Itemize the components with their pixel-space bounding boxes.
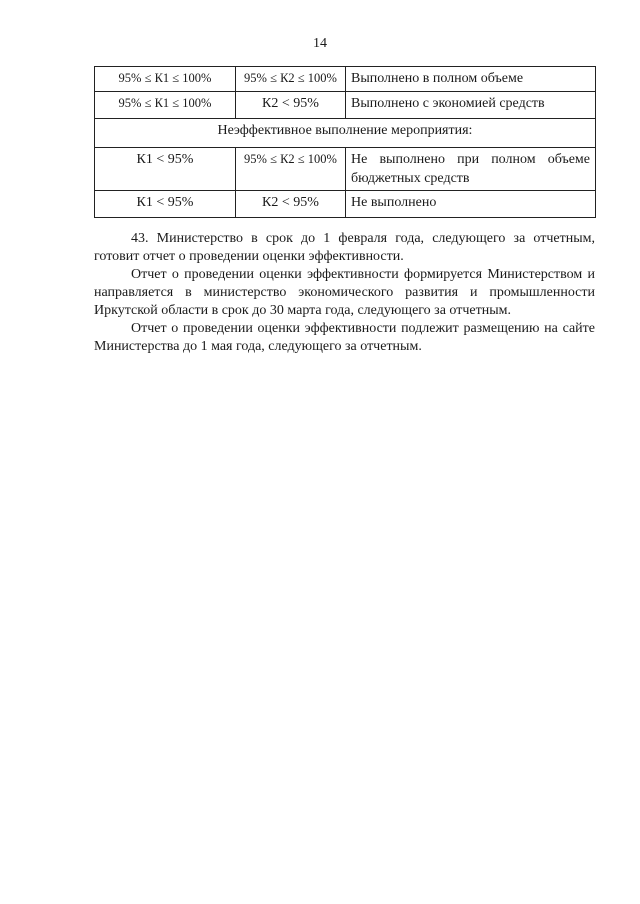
k1-cell: 95% ≤ К1 ≤ 100% xyxy=(95,67,236,92)
body-text xyxy=(94,230,595,356)
result-cell: Выполнено с экономией средств xyxy=(346,92,596,119)
k2-cell: 95% ≤ К2 ≤ 100% xyxy=(236,67,346,92)
result-cell: Не выполнено при полном объеме бюджетных средств xyxy=(346,148,596,191)
k2-cell: 95% ≤ К2 ≤ 100% xyxy=(236,148,346,191)
k1-cell: 95% ≤ К1 ≤ 100% xyxy=(95,92,236,119)
result-cell: Не выполнено xyxy=(346,191,596,218)
table-row xyxy=(95,148,596,191)
k2-cell: К2 < 95% xyxy=(236,92,346,119)
paragraph-43: 43. Министерство в срок до 1 февраля года, следующего за отчетным, готовит отчет о проведении оценки эффективности. xyxy=(94,231,595,264)
table-row xyxy=(95,92,596,119)
criteria-table xyxy=(94,66,596,218)
table-row xyxy=(95,191,596,218)
table-row xyxy=(95,67,596,92)
k1-cell: К1 < 95% xyxy=(95,148,236,191)
k1-cell: К1 < 95% xyxy=(95,191,236,218)
k2-cell: К2 < 95% xyxy=(236,191,346,218)
page-number: 14 xyxy=(313,36,327,51)
paragraph-report-formation: Отчет о проведении оценки эффективности формируется Министерством и направляется в министерство экономического развития и промышленности Иркутской области в срок до 30 марта года, следующего за отчетным. xyxy=(94,267,595,318)
section-heading-cell: Неэффективное выполнение мероприятия: xyxy=(95,119,596,148)
table-section-row xyxy=(95,119,596,148)
paragraph-report-publication: Отчет о проведении оценки эффективности подлежит размещению на сайте Министерства до 1 мая года, следующего за отчетным. xyxy=(94,321,595,354)
result-cell: Выполнено в полном объеме xyxy=(346,67,596,92)
